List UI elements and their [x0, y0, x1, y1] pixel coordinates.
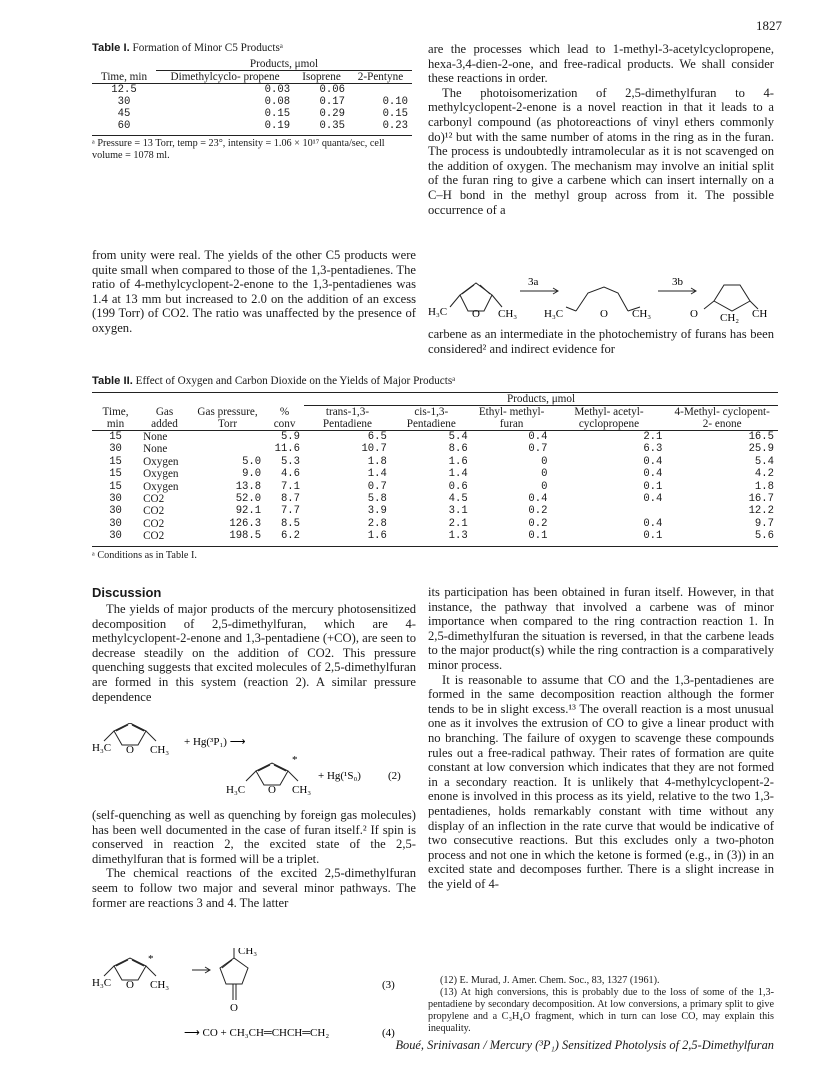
table-cell: 0.03 — [264, 84, 291, 96]
paragraph: (self-quenching as well as quenching by foreign gas molecules) has been well documented in the case of furan itself.² If spin is conserved in reaction 2, the excited state of the 2,5-dimethylfuran that is formed will be a triplet. — [92, 808, 416, 866]
table-cell: 16.7 — [748, 493, 774, 506]
table-cell: 0.29 — [319, 108, 345, 120]
table-cell: 13.8 — [235, 480, 262, 493]
table-cell: 30 — [109, 517, 122, 530]
table-cell: 0.1 — [528, 530, 548, 543]
chem-label: H₃C — [92, 977, 112, 989]
table-1 — [92, 42, 412, 162]
paragraph: from unity were real. The yields of the other C5 products were quite small when compared to those of the 1,3-pentadienes. The ratio of 4-methylcyclopent-2-enone to the 1,3-pentadienes was 1.4 at 13 mm but increased to 2.0 on the addition of an excess (199 Torr) of CO2. The ratio was unaffected by the presence of oxygen. — [92, 248, 416, 335]
chem-label: O — [268, 784, 276, 796]
table-cell: 30 — [109, 493, 122, 506]
table-cell: 0.4 — [643, 468, 663, 481]
chem-label: CH₃ — [150, 979, 170, 991]
reaction-2 — [92, 723, 416, 803]
running-footer: Boué, Srinivasan / Mercury (³P₁) Sensitized Photolysis of 2,5-Dimethylfuran — [395, 1038, 774, 1052]
rxn4-text: ⟶ CO + CH₃CH═CHCH═CH₂ — [184, 1027, 330, 1039]
table-cell: CO2 — [143, 505, 165, 518]
table-cell: Oxygen — [143, 455, 179, 468]
table-row — [92, 505, 778, 517]
table-cell: 5.4 — [448, 431, 468, 443]
table-cell: 4.2 — [754, 468, 774, 481]
rxn3-number: (3) — [382, 979, 395, 991]
table-cell: 11.6 — [274, 443, 301, 456]
chem-label: O — [690, 308, 698, 320]
table-cell: Oxygen — [143, 468, 179, 481]
table-cell: 12.2 — [748, 505, 774, 518]
column-header: 4-Methyl- cyclopent-2- enone — [674, 406, 770, 430]
table-1-label: Table I. — [92, 42, 130, 54]
table-cell: 15 — [109, 431, 122, 443]
column-header: Time, min — [102, 406, 129, 430]
table-cell: 8.6 — [448, 443, 468, 456]
scheme-label-3a: 3a — [528, 276, 539, 288]
table-cell: 0.17 — [319, 96, 345, 108]
paragraph: its participation has been obtained in furan itself. However, in that instance, the pathway that involved a carbene was of minor importance when compared to the ring contraction reaction 1. In 2,5-dimethylfuran the situation is reversed, in that the carbene leads to the major product(s) while the ring contraction is a comparatively minor process. — [428, 585, 774, 672]
excited-star: * — [292, 754, 298, 766]
table-cell: 0.7 — [367, 480, 387, 493]
carbene-scheme — [428, 271, 774, 323]
table-cell: 30 — [109, 530, 122, 543]
table-cell: 1.4 — [448, 468, 468, 481]
table-row — [92, 493, 778, 505]
table-row — [92, 468, 778, 480]
table-cell: CO2 — [143, 530, 165, 543]
paragraph: carbene as an intermediate in the photochemistry of furans has been considered² and indirect evidence for — [428, 327, 774, 356]
table-row — [92, 530, 778, 542]
table-1-group-header: Products, μmol — [156, 58, 412, 71]
table-cell: 5.9 — [280, 431, 301, 443]
table-cell: 15 — [109, 455, 122, 468]
table-cell: 0.15 — [264, 108, 291, 120]
table-cell: 0.4 — [643, 455, 663, 468]
table-row — [92, 431, 778, 444]
right-bottom-column — [428, 585, 774, 891]
table-cell: 5.8 — [367, 493, 387, 506]
table-cell: 0.19 — [264, 120, 291, 132]
table-1-caption — [92, 42, 412, 54]
table-cell: None — [143, 443, 168, 456]
table-cell: 30 — [109, 443, 122, 456]
table-cell: 1.6 — [367, 530, 387, 543]
table-cell: 126.3 — [229, 517, 262, 530]
paragraph: are the processes which lead to 1-methyl-3-acetylcyclopropene, hexa-3,4-dien-2-one, and free-radical products. We shall consider these reactions in order. — [428, 42, 774, 86]
table-cell: 0 — [541, 468, 548, 481]
reference-12: (12) E. Murad, J. Amer. Chem. Soc., 83, 1327 (1961). — [440, 975, 660, 986]
discussion-section — [92, 585, 416, 704]
table-cell: 0.1 — [643, 530, 663, 543]
excited-star: * — [148, 953, 154, 965]
table-row — [92, 481, 778, 493]
table-cell: 30 — [109, 505, 122, 518]
table-cell: 1.6 — [448, 455, 468, 468]
references — [428, 975, 774, 1035]
paragraph: The photoisomerization of 2,5-dimethylfuran to 4-methylcyclopent-2-enone is a novel reaction in that it leads to a carbonyl compound (as photoreactions of vinyl ethers commonly do)¹² but with the same number of atoms in the ring as in the furan. The process is undoubtedly intramolecular as it is not scavenged on the addition of oxygen. The mechanism may involve an initial split of the furan ring to give a carbene which can insert internally on a C–H bond in the methyl group across from it. The possible occurrence of a — [428, 85, 774, 217]
chem-label: H₃C — [544, 308, 564, 320]
table-cell: 6.5 — [367, 431, 387, 443]
rxn2-line2: + Hg(¹S₀) — [318, 770, 361, 782]
table-cell: 198.5 — [229, 530, 262, 543]
table-cell: 0.35 — [319, 120, 345, 132]
table-cell: 45 — [117, 108, 131, 120]
table-cell: 0.06 — [319, 84, 345, 96]
table-cell — [552, 505, 667, 517]
table-cell: 8.5 — [280, 517, 301, 530]
table-cell: 7.1 — [280, 480, 301, 493]
table-cell: 3.1 — [448, 505, 468, 518]
table-cell — [190, 443, 265, 455]
chem-label: CH — [752, 308, 768, 320]
table-cell: 2.1 — [448, 517, 468, 530]
chem-label: H₃C — [226, 784, 246, 796]
table-cell: 4.5 — [448, 493, 468, 506]
paragraph: The chemical reactions of the excited 2,5-dimethylfuran seem to follow two major and several minor pathways. The former are reactions 3 and 4. The latter — [92, 866, 416, 910]
table-cell: 9.7 — [754, 517, 774, 530]
reference-13: (13) At high conversions, this is probably due to the loss of some of the 1,3-pentadiene by secondary decomposition. At low conversions, a primary split to give propylene and a C₃H₄O fragment, which in turn can lose CO, may explain this inequality. — [428, 987, 774, 1034]
chem-label: CH₃ — [632, 308, 652, 320]
table-cell — [349, 84, 412, 97]
table-cell: None — [143, 431, 168, 443]
chem-label: H₃C — [92, 742, 112, 754]
table-cell: 0.10 — [382, 96, 408, 108]
table-cell: 5.3 — [280, 455, 301, 468]
table-cell: CO2 — [143, 517, 165, 530]
table-2-caption — [92, 375, 778, 387]
table-cell: 60 — [117, 120, 131, 132]
table-cell: 8.7 — [280, 493, 301, 506]
column-header: trans-1,3- Pentadiene — [322, 406, 372, 430]
table-2-title: Effect of Oxygen and Carbon Dioxide on the Yields of Major Productsᵃ — [135, 375, 456, 387]
table-cell: 0.6 — [448, 480, 468, 493]
right-mid-paragraph — [428, 327, 774, 356]
left-top-paragraph — [92, 248, 416, 336]
column-header: Gas pressure, Torr — [197, 406, 258, 430]
column-header: % conv — [273, 406, 296, 430]
table-cell: 2.8 — [367, 517, 387, 530]
table-row — [92, 443, 778, 455]
table-cell: 0.08 — [264, 96, 291, 108]
table-cell: 15 — [109, 480, 122, 493]
table-cell: 5.0 — [242, 455, 262, 468]
table-cell: CO2 — [143, 493, 165, 506]
scheme-label-3b: 3b — [672, 276, 683, 288]
column-header: Dimethylcyclo- propene — [170, 71, 280, 83]
chem-label: CH₃ — [292, 784, 312, 796]
table-row — [92, 96, 412, 108]
chem-label: H₃C — [428, 306, 448, 318]
table-cell: 4.6 — [280, 468, 301, 481]
table-cell: 3.9 — [367, 505, 387, 518]
chem-label: CH₃ — [498, 308, 518, 320]
column-header: Methyl- acetyl- cyclopropene — [574, 406, 644, 430]
table-cell: 25.9 — [748, 443, 774, 456]
table-2-label: Table II. — [92, 375, 133, 387]
table-cell: 0.4 — [528, 493, 548, 506]
rxn2-number: (2) — [388, 770, 401, 782]
page-number: 1827 — [756, 18, 782, 33]
column-header: Time, min — [100, 71, 148, 83]
chem-label: CH₂ — [720, 312, 740, 323]
table-cell: 30 — [117, 96, 131, 108]
chem-label: CH₃ — [150, 744, 170, 756]
chem-label: CH₃ — [238, 948, 258, 957]
table-cell: 0.7 — [528, 443, 548, 456]
section-heading: Discussion — [92, 585, 162, 600]
table-2 — [92, 375, 778, 562]
table-row — [92, 120, 412, 132]
rxn4-number: (4) — [382, 1027, 395, 1039]
table-cell: 2.1 — [643, 431, 663, 443]
table-cell: 15 — [109, 468, 122, 481]
table-cell — [190, 431, 265, 444]
table-row — [92, 108, 412, 120]
paragraph: The yields of major products of the mercury photosensitized decomposition of 2,5-dimethylfuran, which are 4-methylcyclopent-2-enone and 1,3-pentadiene (+CO), are seen to decrease steadily on the addition of CO2. This pressure quenching suggests that excited molecules of 2,5-dimethylfuran are formed in this system (reaction 2). A similar pressure dependence — [92, 602, 416, 704]
table-cell: 0.4 — [643, 493, 663, 506]
table-cell: 0.2 — [528, 505, 548, 518]
table-cell: 5.4 — [754, 455, 774, 468]
table-2-footnote: ᵃ Conditions as in Table I. — [92, 546, 778, 562]
column-header: 2-Pentyne — [357, 71, 404, 83]
reactions-3-4 — [92, 948, 416, 1044]
table-cell: 5.6 — [754, 530, 774, 543]
table-cell: 52.0 — [235, 493, 262, 506]
table-cell: 1.4 — [367, 468, 387, 481]
chem-label: O — [472, 308, 480, 320]
table-cell: 10.7 — [361, 443, 387, 456]
table-cell: 6.3 — [643, 443, 663, 456]
table-cell: 16.5 — [748, 431, 774, 443]
table-cell: 1.8 — [754, 480, 774, 493]
table-cell: 12.5 — [111, 84, 137, 96]
column-header: Gas added — [151, 406, 178, 430]
table-cell: 0.23 — [382, 120, 408, 132]
table-1-footnote: ᵃ Pressure = 13 Torr, temp = 23°, intensity = 1.06 × 10¹⁷ quanta/sec, cell volume = 1078 ml. — [92, 135, 412, 162]
table-cell: 7.7 — [280, 505, 301, 518]
chem-label: O — [126, 744, 134, 756]
table-cell: Oxygen — [143, 480, 179, 493]
column-header: Isoprene — [302, 71, 341, 83]
discussion-continued — [92, 808, 416, 910]
table-cell: 1.3 — [448, 530, 468, 543]
table-cell: 0.1 — [643, 480, 663, 493]
paragraph: It is reasonable to assume that CO and the 1,3-pentadienes are formed in the same decomposition reaction although the former tends to be in slight excess.¹³ The overall reaction is a most unusual one as it involves the extrusion of CO to give a linear product with no branching. The failure of oxygen to scavenge these compounds rules out a free-radical pathway. Their rates of formation are quite constant at low conversion which indicates that they are not formed in a secondary reaction. It is unlikely that 4-methylcyclopent-2-enone is involved in this process as its yield, relative to the two 1,3-pentadienes, holds remarkably constant with time without any display of an inflection in the rate curve that would be indicative of two consecutive reactions. But this excludes only a two-photon process and not one in which the ketone is formed (e.g., in (3)) in an excited state and decomposes further. There is a slight increase in the yield of 4- — [428, 672, 774, 891]
column-header: cis-1,3- Pentadiene — [406, 406, 456, 430]
table-cell: 0.15 — [382, 108, 408, 120]
table-1-grid — [92, 58, 412, 132]
table-cell: 0.4 — [643, 517, 663, 530]
chem-label: O — [600, 308, 608, 320]
table-cell: 0 — [541, 455, 548, 468]
table-1-title: Formation of Minor C5 Productsᵃ — [132, 42, 283, 54]
table-cell: 0.4 — [528, 431, 548, 443]
table-row — [92, 518, 778, 530]
table-cell: 92.1 — [235, 505, 262, 518]
column-header: Ethyl- methyl- furan — [478, 406, 545, 430]
table-cell: 6.2 — [280, 530, 301, 543]
table-2-group-header: Products, μmol — [304, 393, 778, 406]
table-cell: 1.8 — [367, 455, 387, 468]
table-cell: 0 — [541, 480, 548, 493]
right-top-column — [428, 42, 774, 217]
table-cell: 9.0 — [242, 468, 262, 481]
table-row — [92, 456, 778, 468]
chem-label: O — [230, 1002, 238, 1014]
rxn2-line1: + Hg(³P₁) ⟶ — [184, 736, 246, 748]
table-cell: 0.2 — [528, 517, 548, 530]
table-2-grid — [92, 392, 778, 543]
chem-label: O — [126, 979, 134, 991]
table-row — [92, 84, 412, 97]
